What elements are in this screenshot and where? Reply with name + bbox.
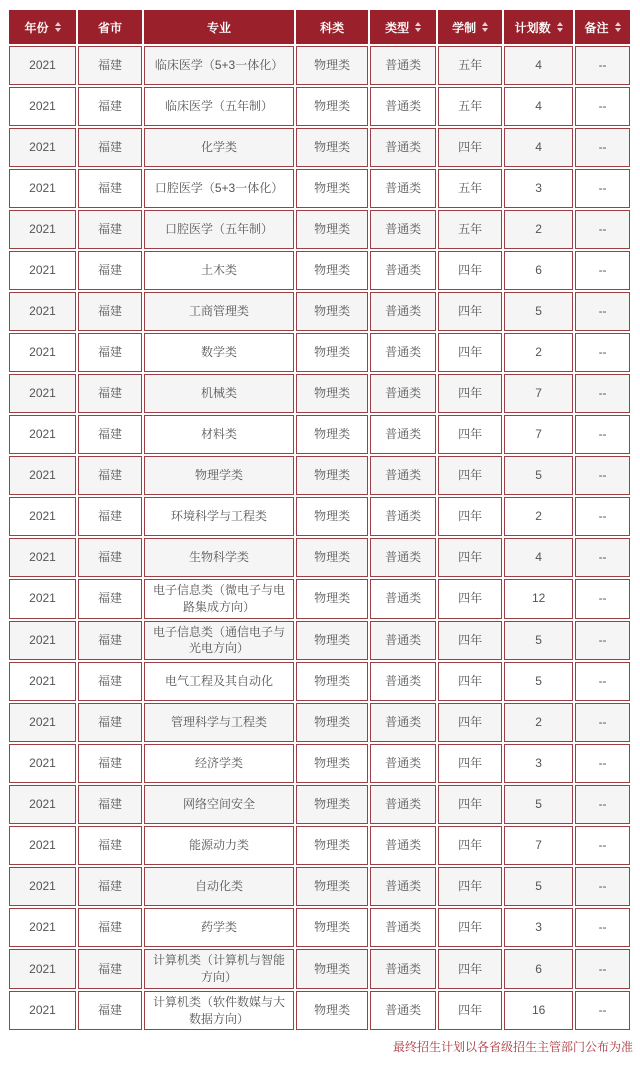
cell-type: 普通类 (370, 703, 436, 742)
cell-type: 普通类 (370, 497, 436, 536)
column-header-plan-count[interactable] (504, 10, 573, 44)
column-header-label: 类型 (385, 20, 410, 35)
cell-type: 普通类 (370, 867, 436, 906)
cell-remark: -- (575, 456, 630, 495)
cell-year: 2021 (9, 87, 76, 126)
cell-type: 普通类 (370, 374, 436, 413)
cell-subject: 物理类 (296, 785, 368, 824)
cell-type: 普通类 (370, 538, 436, 577)
cell-duration: 五年 (438, 210, 502, 249)
cell-plan: 4 (504, 46, 573, 85)
cell-year: 2021 (9, 785, 76, 824)
cell-major: 机械类 (144, 374, 294, 413)
cell-subject: 物理类 (296, 744, 368, 783)
cell-duration: 四年 (438, 744, 502, 783)
cell-year: 2021 (9, 991, 76, 1031)
cell-major: 工商管理类 (144, 292, 294, 331)
cell-subject: 物理类 (296, 621, 368, 661)
cell-subject: 物理类 (296, 867, 368, 906)
cell-major: 临床医学（五年制） (144, 87, 294, 126)
cell-major: 经济学类 (144, 744, 294, 783)
cell-duration: 五年 (438, 169, 502, 208)
table-row (9, 991, 630, 1031)
column-header-province (78, 10, 142, 44)
cell-remark: -- (575, 785, 630, 824)
cell-subject: 物理类 (296, 826, 368, 865)
cell-type: 普通类 (370, 621, 436, 661)
column-header-major (144, 10, 294, 44)
cell-type: 普通类 (370, 210, 436, 249)
table-row (9, 579, 630, 619)
cell-subject: 物理类 (296, 456, 368, 495)
cell-remark: -- (575, 991, 630, 1031)
table-row (9, 785, 630, 824)
cell-plan: 4 (504, 538, 573, 577)
cell-plan: 4 (504, 87, 573, 126)
cell-province: 福建 (78, 785, 142, 824)
cell-subject: 物理类 (296, 374, 368, 413)
cell-duration: 五年 (438, 87, 502, 126)
cell-major: 临床医学（5+3一体化） (144, 46, 294, 85)
cell-duration: 四年 (438, 538, 502, 577)
cell-major: 生物科学类 (144, 538, 294, 577)
cell-duration: 四年 (438, 497, 502, 536)
cell-duration: 四年 (438, 949, 502, 989)
cell-remark: -- (575, 374, 630, 413)
cell-province: 福建 (78, 949, 142, 989)
cell-province: 福建 (78, 826, 142, 865)
table-header (9, 10, 630, 44)
cell-subject: 物理类 (296, 87, 368, 126)
cell-year: 2021 (9, 251, 76, 290)
cell-remark: -- (575, 415, 630, 454)
cell-plan: 3 (504, 169, 573, 208)
cell-remark: -- (575, 46, 630, 85)
cell-type: 普通类 (370, 662, 436, 701)
cell-plan: 2 (504, 210, 573, 249)
cell-duration: 四年 (438, 785, 502, 824)
cell-type: 普通类 (370, 991, 436, 1031)
cell-type: 普通类 (370, 579, 436, 619)
column-header-label: 备注 (584, 20, 609, 35)
cell-year: 2021 (9, 867, 76, 906)
cell-major: 物理学类 (144, 456, 294, 495)
cell-remark: -- (575, 703, 630, 742)
cell-year: 2021 (9, 210, 76, 249)
cell-major: 口腔医学（5+3一体化） (144, 169, 294, 208)
cell-remark: -- (575, 538, 630, 577)
cell-duration: 四年 (438, 908, 502, 947)
cell-year: 2021 (9, 744, 76, 783)
cell-plan: 12 (504, 579, 573, 619)
cell-province: 福建 (78, 497, 142, 536)
cell-year: 2021 (9, 579, 76, 619)
sort-icon[interactable] (482, 22, 488, 32)
table-row (9, 538, 630, 577)
cell-plan: 4 (504, 128, 573, 167)
cell-major: 自动化类 (144, 867, 294, 906)
cell-duration: 四年 (438, 374, 502, 413)
cell-province: 福建 (78, 579, 142, 619)
cell-plan: 7 (504, 826, 573, 865)
cell-subject: 物理类 (296, 949, 368, 989)
cell-major: 电子信息类（通信电子与光电方向） (144, 621, 294, 661)
cell-remark: -- (575, 87, 630, 126)
table-row (9, 662, 630, 701)
cell-type: 普通类 (370, 949, 436, 989)
cell-year: 2021 (9, 374, 76, 413)
cell-province: 福建 (78, 662, 142, 701)
cell-major: 管理科学与工程类 (144, 703, 294, 742)
cell-remark: -- (575, 579, 630, 619)
cell-year: 2021 (9, 621, 76, 661)
cell-plan: 5 (504, 662, 573, 701)
table-row (9, 374, 630, 413)
cell-subject: 物理类 (296, 415, 368, 454)
cell-duration: 五年 (438, 46, 502, 85)
cell-duration: 四年 (438, 662, 502, 701)
cell-plan: 2 (504, 703, 573, 742)
cell-year: 2021 (9, 169, 76, 208)
table-row (9, 251, 630, 290)
column-header-subject (296, 10, 368, 44)
cell-type: 普通类 (370, 87, 436, 126)
cell-remark: -- (575, 292, 630, 331)
cell-major: 网络空间安全 (144, 785, 294, 824)
cell-major: 药学类 (144, 908, 294, 947)
cell-subject: 物理类 (296, 703, 368, 742)
table-row (9, 497, 630, 536)
cell-province: 福建 (78, 169, 142, 208)
cell-year: 2021 (9, 703, 76, 742)
table-row (9, 210, 630, 249)
cell-province: 福建 (78, 991, 142, 1031)
cell-duration: 四年 (438, 991, 502, 1031)
column-header-duration[interactable] (438, 10, 502, 44)
table-row (9, 867, 630, 906)
cell-major: 环境科学与工程类 (144, 497, 294, 536)
footnote: 最终招生计划以各省级招生主管部门公布为准 (392, 1040, 633, 1055)
cell-duration: 四年 (438, 128, 502, 167)
cell-type: 普通类 (370, 251, 436, 290)
cell-type: 普通类 (370, 333, 436, 372)
admission-plan-table (7, 8, 632, 1032)
column-header-label: 科类 (320, 20, 345, 35)
cell-plan: 7 (504, 415, 573, 454)
cell-type: 普通类 (370, 292, 436, 331)
cell-province: 福建 (78, 210, 142, 249)
cell-type: 普通类 (370, 128, 436, 167)
cell-type: 普通类 (370, 169, 436, 208)
cell-duration: 四年 (438, 251, 502, 290)
table-row (9, 46, 630, 85)
cell-subject: 物理类 (296, 46, 368, 85)
cell-year: 2021 (9, 826, 76, 865)
cell-subject: 物理类 (296, 538, 368, 577)
table-row (9, 169, 630, 208)
cell-major: 材料类 (144, 415, 294, 454)
cell-province: 福建 (78, 538, 142, 577)
cell-subject: 物理类 (296, 662, 368, 701)
cell-type: 普通类 (370, 744, 436, 783)
column-header-year[interactable] (9, 10, 76, 44)
cell-remark: -- (575, 867, 630, 906)
cell-type: 普通类 (370, 826, 436, 865)
sort-icon[interactable] (615, 22, 621, 32)
cell-plan: 2 (504, 497, 573, 536)
cell-year: 2021 (9, 662, 76, 701)
cell-plan: 5 (504, 456, 573, 495)
cell-plan: 5 (504, 621, 573, 661)
cell-remark: -- (575, 497, 630, 536)
cell-year: 2021 (9, 333, 76, 372)
cell-type: 普通类 (370, 46, 436, 85)
cell-major: 电子信息类（微电子与电路集成方向） (144, 579, 294, 619)
cell-duration: 四年 (438, 292, 502, 331)
cell-remark: -- (575, 949, 630, 989)
cell-province: 福建 (78, 908, 142, 947)
cell-type: 普通类 (370, 456, 436, 495)
cell-duration: 四年 (438, 867, 502, 906)
cell-major: 土木类 (144, 251, 294, 290)
cell-remark: -- (575, 333, 630, 372)
cell-year: 2021 (9, 497, 76, 536)
cell-year: 2021 (9, 292, 76, 331)
table-row (9, 744, 630, 783)
header-row (9, 10, 630, 44)
cell-province: 福建 (78, 251, 142, 290)
cell-subject: 物理类 (296, 292, 368, 331)
table-row (9, 456, 630, 495)
table-row (9, 826, 630, 865)
cell-province: 福建 (78, 415, 142, 454)
cell-remark: -- (575, 251, 630, 290)
cell-duration: 四年 (438, 621, 502, 661)
cell-remark: -- (575, 826, 630, 865)
cell-major: 数学类 (144, 333, 294, 372)
cell-year: 2021 (9, 538, 76, 577)
cell-type: 普通类 (370, 415, 436, 454)
cell-subject: 物理类 (296, 128, 368, 167)
cell-duration: 四年 (438, 826, 502, 865)
cell-year: 2021 (9, 908, 76, 947)
cell-plan: 6 (504, 949, 573, 989)
table-row (9, 292, 630, 331)
cell-major: 化学类 (144, 128, 294, 167)
cell-subject: 物理类 (296, 251, 368, 290)
cell-subject: 物理类 (296, 497, 368, 536)
table-row (9, 621, 630, 661)
cell-year: 2021 (9, 949, 76, 989)
cell-major: 电气工程及其自动化 (144, 662, 294, 701)
cell-major: 能源动力类 (144, 826, 294, 865)
table-row (9, 415, 630, 454)
cell-province: 福建 (78, 621, 142, 661)
cell-major: 计算机类（计算机与智能方向） (144, 949, 294, 989)
cell-type: 普通类 (370, 785, 436, 824)
sort-icon[interactable] (415, 22, 421, 32)
cell-subject: 物理类 (296, 579, 368, 619)
column-header-label: 专业 (207, 20, 232, 35)
cell-subject: 物理类 (296, 210, 368, 249)
column-header-label: 省市 (97, 20, 122, 35)
cell-province: 福建 (78, 128, 142, 167)
table-row (9, 128, 630, 167)
column-header-label: 计划数 (514, 20, 551, 35)
cell-year: 2021 (9, 456, 76, 495)
cell-subject: 物理类 (296, 908, 368, 947)
column-header-remark[interactable] (575, 10, 630, 44)
cell-province: 福建 (78, 867, 142, 906)
column-header-label: 学制 (452, 20, 477, 35)
column-header-type[interactable] (370, 10, 436, 44)
cell-plan: 6 (504, 251, 573, 290)
cell-province: 福建 (78, 744, 142, 783)
sort-icon[interactable] (557, 22, 563, 32)
cell-province: 福建 (78, 703, 142, 742)
sort-icon[interactable] (55, 22, 61, 32)
table-row (9, 949, 630, 989)
cell-remark: -- (575, 744, 630, 783)
cell-remark: -- (575, 908, 630, 947)
cell-type: 普通类 (370, 908, 436, 947)
cell-subject: 物理类 (296, 333, 368, 372)
cell-province: 福建 (78, 87, 142, 126)
cell-duration: 四年 (438, 415, 502, 454)
cell-duration: 四年 (438, 579, 502, 619)
cell-plan: 16 (504, 991, 573, 1031)
cell-plan: 3 (504, 744, 573, 783)
cell-duration: 四年 (438, 333, 502, 372)
cell-plan: 5 (504, 785, 573, 824)
cell-remark: -- (575, 662, 630, 701)
table-row (9, 87, 630, 126)
cell-province: 福建 (78, 456, 142, 495)
table-row (9, 908, 630, 947)
cell-year: 2021 (9, 415, 76, 454)
table-row (9, 333, 630, 372)
cell-subject: 物理类 (296, 169, 368, 208)
table-body (9, 46, 630, 1030)
cell-remark: -- (575, 128, 630, 167)
cell-plan: 5 (504, 292, 573, 331)
table-row (9, 703, 630, 742)
cell-remark: -- (575, 169, 630, 208)
cell-remark: -- (575, 210, 630, 249)
cell-plan: 7 (504, 374, 573, 413)
cell-province: 福建 (78, 333, 142, 372)
cell-duration: 四年 (438, 703, 502, 742)
cell-year: 2021 (9, 46, 76, 85)
cell-plan: 5 (504, 867, 573, 906)
cell-subject: 物理类 (296, 991, 368, 1031)
cell-major: 计算机类（软件数媒与大数据方向） (144, 991, 294, 1031)
cell-province: 福建 (78, 292, 142, 331)
cell-province: 福建 (78, 374, 142, 413)
column-header-label: 年份 (24, 20, 49, 35)
cell-plan: 3 (504, 908, 573, 947)
cell-duration: 四年 (438, 456, 502, 495)
cell-province: 福建 (78, 46, 142, 85)
cell-year: 2021 (9, 128, 76, 167)
cell-plan: 2 (504, 333, 573, 372)
cell-remark: -- (575, 621, 630, 661)
cell-major: 口腔医学（五年制） (144, 210, 294, 249)
